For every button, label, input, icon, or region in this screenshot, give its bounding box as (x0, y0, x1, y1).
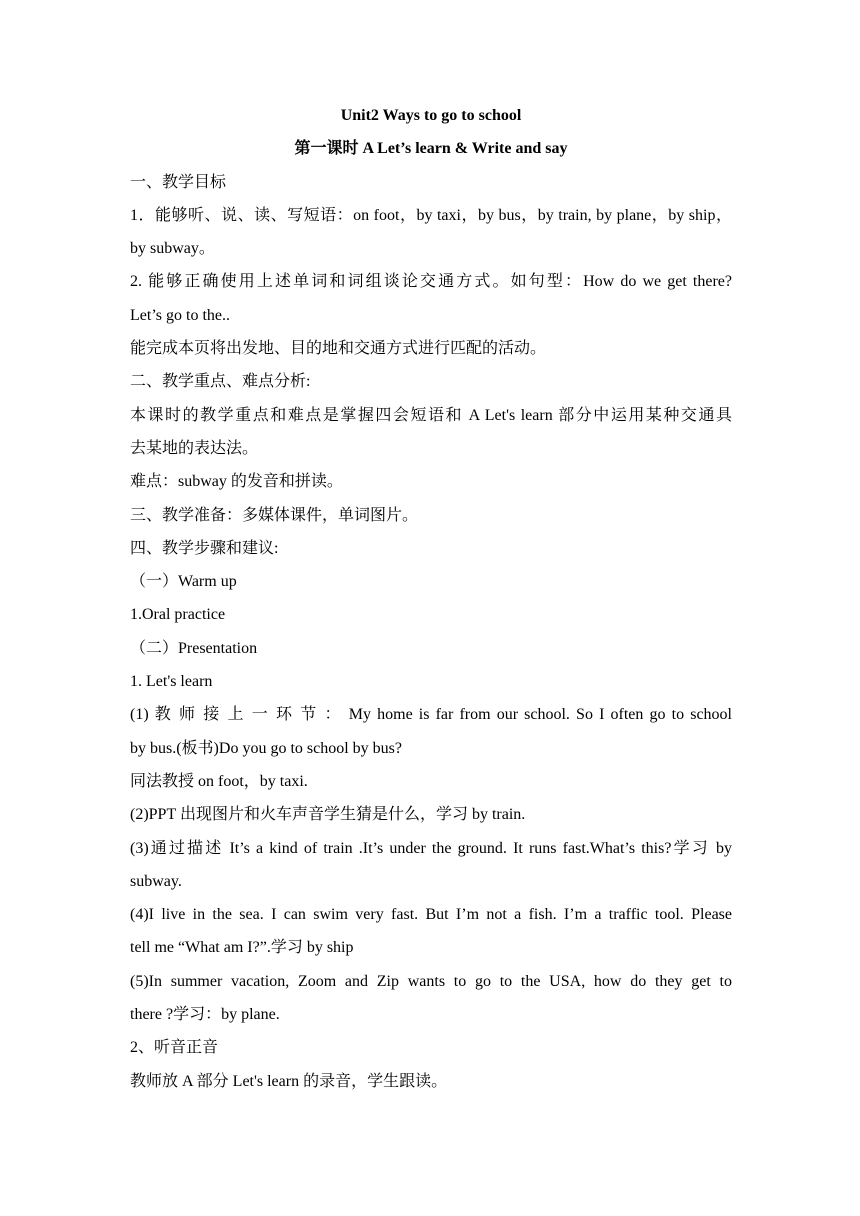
subsection-heading: （二）Presentation (130, 639, 258, 657)
document-body (130, 166, 732, 1098)
document-title: Unit2 Ways to go to school (340, 107, 522, 124)
body-line: by bus.(板书)Do you go to school by bus? (130, 739, 402, 757)
body-line: 同法教授 on foot，by taxi. (130, 772, 308, 790)
body-line: 1. Let's learn (130, 673, 213, 691)
document-page (130, 99, 732, 1098)
body-line: (1) 教 师 接 上 一 环 节 ： My home is far from our school. So I often go to school (130, 706, 732, 724)
body-line: (4)I live in the sea. I can swim very fast. But I’m not a fish. I’m a traffic tool. Please (130, 906, 732, 924)
body-line: 本课时的教学重点和难点是掌握四会短语和 A Let's learn 部分中运用某种交通具 (130, 406, 732, 424)
section-heading: 三、教学准备：多媒体课件，单词图片。 (130, 506, 419, 524)
body-line: tell me “What am I?”.学习 by ship (130, 939, 354, 957)
subsection-heading: （一）Warm up (130, 573, 237, 591)
body-line: 教师放 A 部分 Let's learn 的录音，学生跟读。 (130, 1072, 448, 1090)
body-line: Let’s go to the.. (130, 306, 230, 324)
body-line: by subway。 (130, 240, 215, 258)
body-line: (3)通过描述 It’s a kind of train .It’s under the ground. It runs fast.What’s this?学习 by (130, 839, 732, 857)
body-line: 难点：subway 的发音和拼读。 (130, 473, 343, 491)
body-line: there ?学习：by plane. (130, 1006, 280, 1024)
document-subtitle: 第一课时 A Let’s learn & Write and say (294, 140, 568, 158)
section-heading: 二、教学重点、难点分析: (130, 373, 311, 391)
section-heading: 四、教学步骤和建议: (130, 539, 279, 557)
body-line: 一、教学目标 (130, 173, 227, 191)
body-line: 1.Oral practice (130, 606, 226, 624)
body-line: (5)In summer vacation, Zoom and Zip wants to go to the USA, how do they get to (130, 972, 732, 990)
body-line: 1．能够听、说、读、写短语：on foot，by taxi，by bus，by train, by plane，by ship， (130, 206, 732, 224)
body-line: 2. 能够正确使用上述单词和词组谈论交通方式。如句型：How do we get there? (130, 273, 732, 291)
body-line: subway. (130, 872, 182, 890)
body-line: 能完成本页将出发地、目的地和交通方式进行匹配的活动。 (130, 340, 547, 358)
body-line: 去某地的表达法。 (130, 439, 259, 457)
body-line: 2、听音正音 (130, 1039, 219, 1057)
body-line: (2)PPT 出现图片和火车声音学生猜是什么，学习 by train. (130, 806, 526, 824)
